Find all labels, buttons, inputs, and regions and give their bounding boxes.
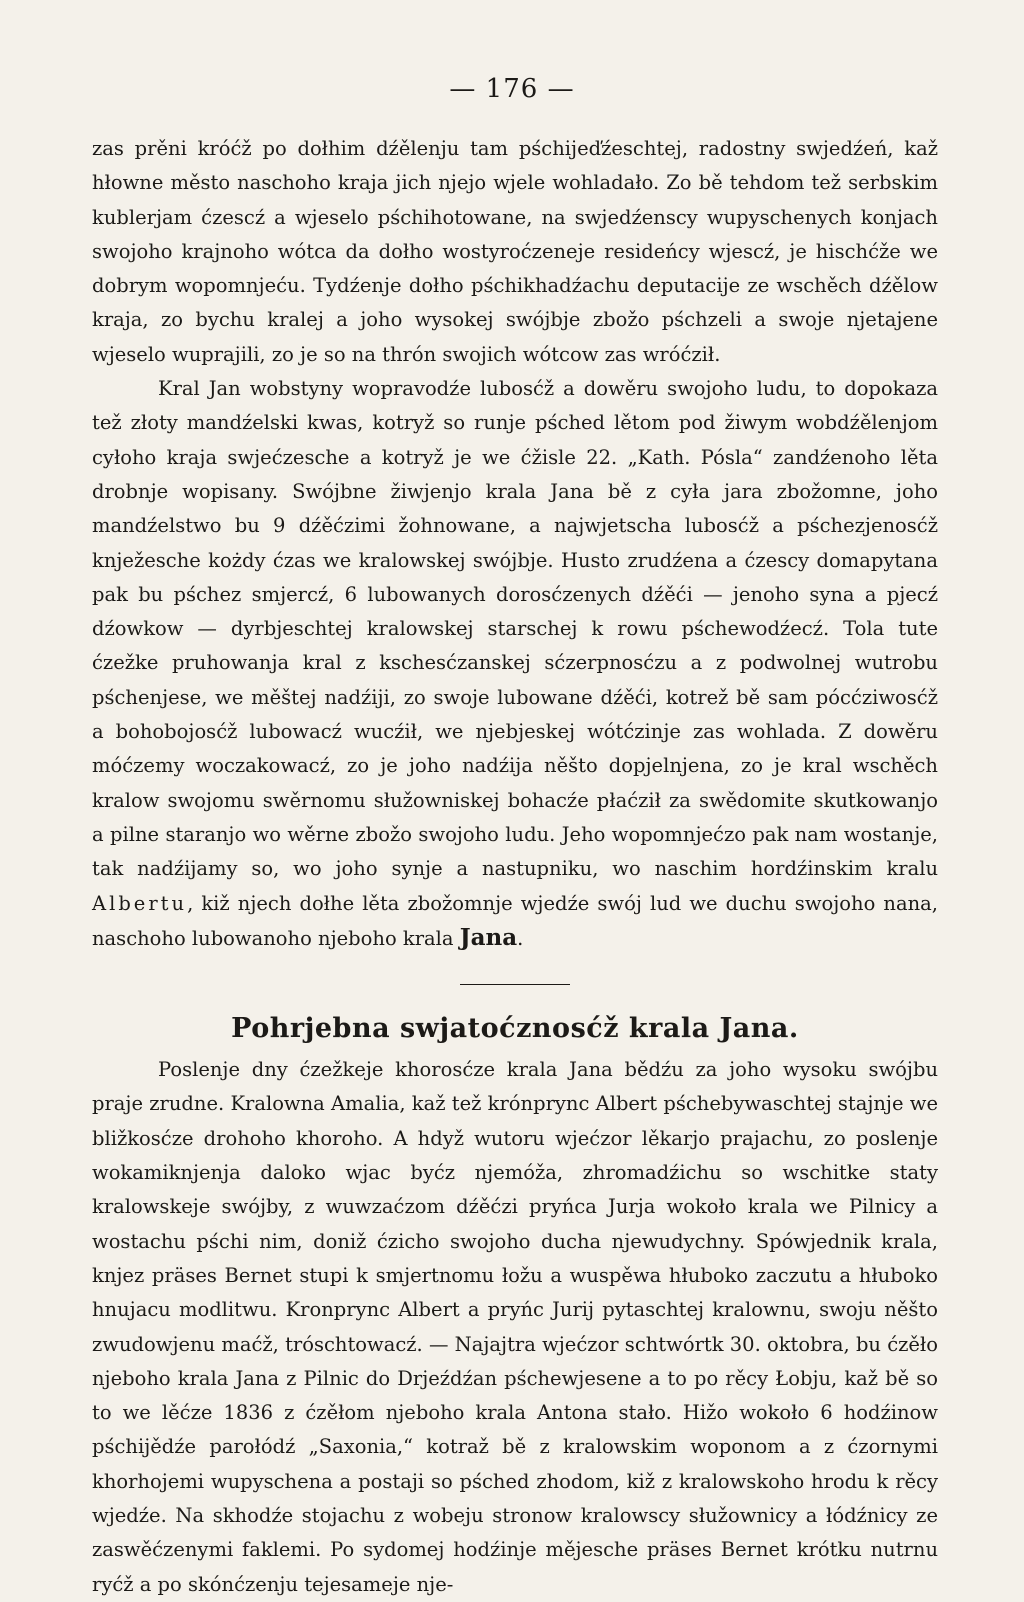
paragraph <box>92 132 938 372</box>
paragraph-text: Kral Jan wobstyny wopravodźe lubosćž a dowěru swojoho ludu, to dopokaza tež złoty mandźelski kwas, kotryž so runje pśched lětom pod žiwym wobdźělenjom cyłoho kraja swjećzesche a kotryž je we ćžisle 22. „Kath. Pósla“ zandźenoho lěta drobnje wopisany. Swójbne žiwjenjo krala Jana bě z cyła jara zbožomne, joho mandźelstwo bu 9 dźěćzimi žohnowane, a najwjetscha lubosćž a pśchezjenosćž knježesche kożdy ćzas we kralowskej swójbje. Husto zrudźena a ćzescy domapytana pak bu pśchez smjercź, 6 lubowanych dorosćzenych dźěći — jenoho syna a pjecź dźowkow — dyrbjeschtej kralowskej starschej k rowu pśchewodźecź. Tola tute ćzežke pruhowanja kral z kschesćzanskej sćzerpnosćzu a z podwolnej wutrobu pśchenjese, we měštej nadźiji, zo swoje lubowane dźěći, kotrež bě sam pócćziwosćž a bohobojosćž lubowacź wucźił, we njebjeskej wótćzinje zas wohlada. Z dowěru móćzemy woczakowacź, zo je joho nadźija něšto dopjelnjena, zo je kral wschěch kralow swojomu swěrnomu słužowniskej bohacźe płaćził za swědomite skutkowanjo a pilne staranjo wo wěrne zbožo swojoho ludu. Jeho wopomnjećzo pak nam wostanje, tak nadźijamy so, wo joho synje a nastupniku, wo naschim hordźinskim kralu <box>92 377 938 881</box>
emphasized-name: Jana <box>459 923 518 951</box>
paragraph-text: . <box>517 926 524 950</box>
paragraph <box>92 1053 938 1602</box>
paragraph-text: Poslenje dny ćzežkeje khorosćze krala Jana bědźu za joho wysoku swójbu praje zrudne. Kralowna Amalia, kaž tež krónprync Albert pśchebywaschtej stajnje we bližkosćze drohoho khoroho. A hdyž wutoru wjećzor lěkarjo prajachu, zo poslenje wokamiknjenja daloko wjac byćz njemóža, zhromadźichu so wschitke staty kralowskeje swójby, z wuwzaćzom dźěćzi pryńca Jurja wokoło krala we Pilnicy a wostachu pśchi nim, doniž ćzicho swojoho ducha njewudychny. Spówjednik krala, knjez präses Bernet stupi k smjertnomu łožu a wuspěwa hłuboko zaczutu a hłuboko hnujacu modlitwu. Kronprync Albert a pryńc Jurij pytaschtej kralownu, swoju něšto zwudowjenu maćž, tróschtowacź. — Najajtra wjećzor schtwórtk 30. oktobra, bu ćzěło njeboho krala Jana z Pilnic do Drjeźdźan pśchewjesene a to po rěcy Łobju, kaž bě so to we lěćze 1836 z ćzěłom njeboho krala Antona stało. Hižo wokoło 6 hodźinow pśchijědźe parołódź „Saxonia,“ kotraž bě z kralowskim woponom a z ćzornymi khorhojemi wupyschena a postaji so pśched zhodom, kiž z kralowskoho hrodu k rěcy wjedźe. Na skhodźe stojachu z wobeju stronow kralowscy słužownicy a łódźnicy ze zaswěćzenymi faklemi. Po sydomej hodźinje mějesche präses Bernet krótku nutrnu ryćž a po skónćzenju tejesameje nje- <box>92 1058 938 1596</box>
emphasized-name: Albertu <box>92 891 188 915</box>
page-number: — 176 — <box>449 74 575 104</box>
section-divider <box>460 984 570 985</box>
section-heading: Pohrjebna swjatoćznosćž krala Jana. <box>231 1013 799 1045</box>
paragraph-text: zas prěni króćž po dołhim dźělenju tam pśchijeďźeschtej, radostny swjedźeń, kaž hłowne město naschoho kraja jich njejo wjele wohladało. Zo bě tehdom tež serbskim kublerjam ćzescź a wjeselo pśchihotowane, na swjedźenscy wupyschenych konjach swojoho krajnoho wótca da dołho wostyroćzeneje resideńcy wjescź, je hischćže we dobrym wopomnjeću. Tydźenje dołho pśchikhadźachu deputacije ze wschěch dźělow kraja, zo bychu kralej a joho wysokej swójbje zbožo pśchzeli a swoje njetajene wjeselo wuprajili, zo je so na thrón swojich wótcow zas wróćził. <box>92 137 938 366</box>
paragraph-text: , kiž njech dołhe lěta zbožomnje wjedźe swój lud we duchu swojoho nana, naschoho lubowanoho njeboho krala <box>92 891 938 950</box>
page-body <box>92 132 938 1602</box>
paragraph <box>92 372 938 956</box>
